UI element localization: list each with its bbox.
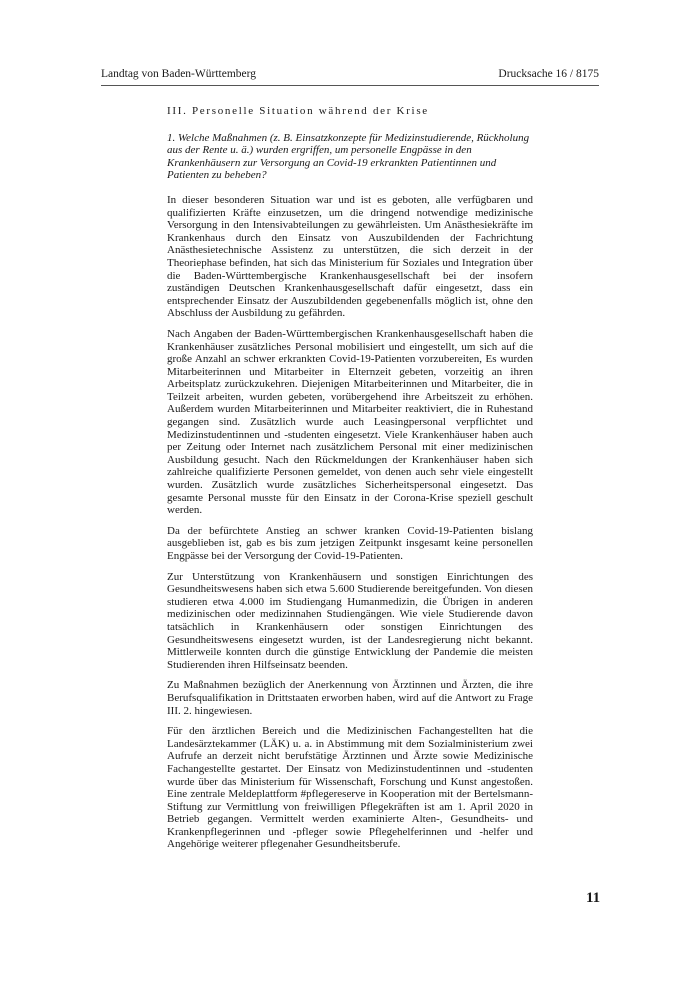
paragraph-6: Für den ärztlichen Bereich und die Medizinischen Fachangestellten hat die Landesärztekammer (LÄK) u. a. in Abstimmung mit dem Sozialministerium zwei Aufrufe an derzeit nicht berufstätige Ärztinnen und Ärzte sowie Medizinische Fachangestellte gestartet. Der Einsatz von Medizinstudentinnen und -studenten wurde über das Ministerium für Wissenschaft, Forschung und Kunst angestoßen. Eine zentrale Meldeplattform #pflegereserve in Kooperation mit der Bertelsmann-Stiftung zur Vermittlung von freiwilligen Pflegekräften ist am 1. April 2020 in Betrieb gegangen. Vermittelt werden examinierte Alten-, Gesundheits- und Krankenpflegerinnen und -pfleger sowie Pflegehelferinnen und -helfer und Angehörige weiterer pflegenaher Gesundheitsberufe. <box>167 725 533 851</box>
page-number: 11 <box>586 890 601 906</box>
paragraph-1: In dieser besonderen Situation war und ist es geboten, alle verfügbaren und qualifizierten Kräfte einzusetzen, um die dringend notwendige medizinische Versorgung in den Intensivabteilungen zu gewährleisten. Um Anästhesiekräfte im Krankenhaus durch den Einsatz von Auszubildenden der Fachrichtung Anästhesietechnische Assistenz zu unterstützen, die sich derzeit in der Theoriephase befinden, hat sich das Ministerium für Soziales und Integration über die Baden-Württembergische Krankenhausgesellschaft bei der insofern zuständigen Deutschen Krankenhausgesellschaft dafür eingesetzt, dass ein entsprechender Einsatz der Auszubildenden gegebenenfalls möglich ist, ohne den Abschluss der Ausbildung zu gefährden. <box>167 193 533 320</box>
paragraph-4: Zur Unterstützung von Krankenhäusern und sonstigen Einrichtungen des Gesundheitswesens haben sich etwa 5.600 Studierende bereitgefunden. Von diesen studieren etwa 4.000 im Studiengang Humanmedizin, die Übrigen in anderen medizinischen oder medizinnahen Studiengängen. Wie viele Studierende davon tatsächlich in Krankenhäusern oder sonstigen Einrichtungen des Gesundheitswesens eingesetzt wurden, ist der Landesregierung nicht bekannt. Mittlerweile konnten durch die günstige Entwicklung der Pandemie die meisten Studierenden ihren Hilfseinsatz beenden. <box>167 570 533 671</box>
header-publisher: Landtag von Baden-Württemberg <box>101 68 256 80</box>
document-body <box>167 105 533 859</box>
header-document-number: Drucksache 16 / 8175 <box>498 68 599 80</box>
paragraph-5: Zu Maßnahmen bezüglich der Anerkennung von Ärztinnen und Ärzten, die ihre Berufsqualifikation in Drittstaaten erworben haben, wird auf die Antwort zu Frage III. 2. hingewiesen. <box>167 679 533 717</box>
page-header <box>101 66 599 82</box>
paragraph-3: Da der befürchtete Anstieg an schwer kranken Covid-19-Patienten bislang ausgeblieben ist, gab es bis zum jetzigen Zeitpunkt insgesamt keine personellen Engpässe bei der Versorgung der Covid-19-Patienten. <box>167 524 533 562</box>
header-rule <box>101 85 599 86</box>
question-text: 1. Welche Maßnahmen (z. B. Einsatzkonzepte für Medizinstudierende, Rückholung aus der Rente u. ä.) wurden ergriffen, um personelle Engpässe in den Krankenhäusern zur Versorgung an Covid-19 erkrankten Patientinnen und Patienten zu beheben? <box>167 131 530 182</box>
paragraph-2: Nach Angaben der Baden-Württembergischen Krankenhausgesellschaft haben die Krankenhäuser zusätzliches Personal mobilisiert und eingestellt, um sich auf die große Anzahl an schwer erkrankten Covid-19-Patienten vorzubereiten, Es wurden Mitarbeiterinnen und Mitarbeiter in Elternzeit gebeten, vorzeitig an ihren Arbeitsplatz zurückzukehren. Diejenigen Mitarbeiterinnen und Mitarbeiter, die in Teilzeit arbeiten, wurden gebeten, vorübergehend ihre Arbeitszeit zu erhöhen. Außerdem wurden Mitarbeiterinnen und Mitarbeiter reaktiviert, die in Ruhestand gegangen sind. Zusätzlich wurde auch Leasingpersonal verpflichtet und Medizinstudentinnen und -studenten eingesetzt. Viele Krankenhäuser haben auch per Zeitung oder Internet nach zusätzlichem Personal mit einer medizinischen Ausbildung gesucht. Nach den Rückmeldungen der Krankenhäuser haben sich zahlreiche qualifizierte Personen gemeldet, von denen auch sehr viele eingestellt wurden. Zusätzlich wurde zusätzliches Sicherheitspersonal eingesetzt. Das gesamte Personal musste für den Einsatz in der Corona-Krise speziell geschult werden. <box>167 327 533 517</box>
section-title: III. Personelle Situation während der Krise <box>167 105 429 117</box>
